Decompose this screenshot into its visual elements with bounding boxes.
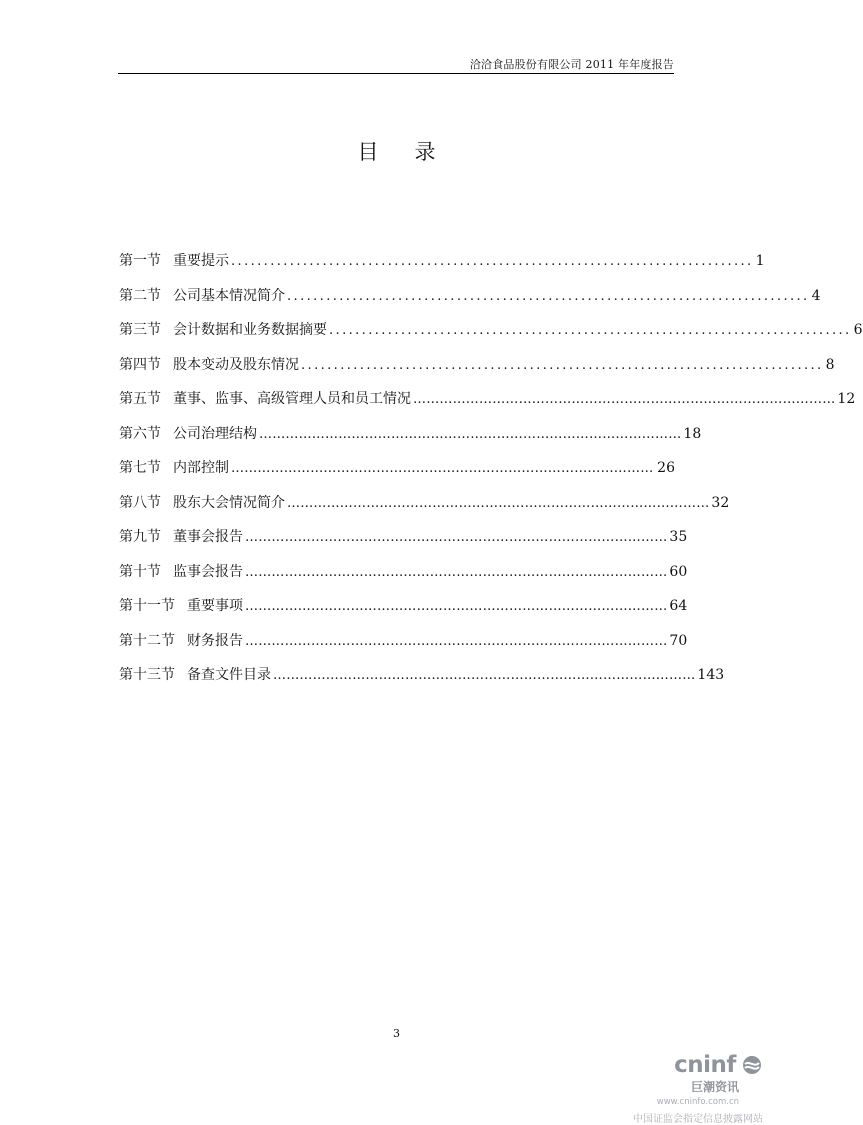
toc-dot-leader: ……………………………………………………………………………………	[259, 426, 682, 442]
toc-entry[interactable]	[119, 630, 688, 665]
table-of-contents	[119, 250, 863, 699]
toc-page-number: 60	[669, 563, 688, 580]
header-rule	[118, 73, 674, 74]
toc-section-number: 第八节	[119, 494, 161, 511]
toc-page-number: 32	[711, 494, 730, 511]
toc-page-number: 26	[657, 460, 675, 476]
toc-page-number: 12	[837, 391, 856, 407]
toc-section-number: 第二节	[119, 287, 161, 304]
cninfo-logo-icon	[741, 1055, 763, 1075]
toc-entry[interactable]	[119, 664, 725, 699]
toc-page-number: 143	[697, 667, 725, 683]
toc-dot-leader: ……………………………………………………………………………………	[245, 564, 668, 580]
toc-section-number: 第十三节	[119, 667, 175, 683]
toc-page-number: 70	[669, 632, 688, 649]
toc-page-number: 8	[825, 356, 835, 373]
toc-section-number: 第十二节	[119, 632, 175, 649]
toc-entry[interactable]	[119, 285, 821, 320]
toc-dot-leader: ................................................................................	[329, 323, 852, 338]
toc-section-name: 会计数据和业务数据摘要	[173, 322, 327, 338]
toc-entry[interactable]	[119, 595, 688, 630]
toc-section-name: 内部控制	[173, 460, 229, 476]
toc-section-name: 公司治理结构	[173, 425, 257, 442]
toc-dot-leader: ................................................................................	[301, 357, 824, 373]
toc-section-number: 第一节	[119, 253, 161, 269]
toc-section-number: 第十节	[119, 563, 161, 580]
toc-section-number: 第十一节	[119, 598, 175, 614]
watermark-brand-cn: 巨潮资讯	[690, 1080, 739, 1094]
toc-entry[interactable]	[119, 354, 835, 389]
toc-page-number: 64	[669, 598, 688, 614]
toc-section-name: 公司基本情况简介	[173, 287, 285, 304]
toc-entry[interactable]	[119, 250, 765, 285]
toc-section-number: 第四节	[119, 356, 161, 373]
toc-dot-leader: ................................................................................	[287, 288, 810, 304]
toc-section-name: 备查文件目录	[187, 667, 271, 683]
toc-page-number: 35	[669, 529, 688, 545]
toc-section-number: 第九节	[119, 529, 161, 545]
toc-section-number: 第七节	[119, 460, 161, 476]
toc-page-number: 6	[853, 322, 863, 338]
toc-section-name: 董事、监事、高级管理人员和员工情况	[173, 391, 411, 407]
toc-entry[interactable]	[119, 561, 688, 596]
toc-entry[interactable]	[119, 388, 856, 423]
toc-section-name: 财务报告	[187, 632, 243, 649]
toc-section-name: 股东大会情况简介	[173, 494, 285, 511]
toc-section-number: 第五节	[119, 391, 161, 407]
toc-entry[interactable]	[119, 492, 730, 527]
toc-dot-leader: ……………………………………………………………………………………	[273, 668, 696, 683]
toc-section-name: 重要事项	[187, 598, 243, 614]
toc-entry[interactable]	[119, 319, 863, 354]
toc-title: 目录	[357, 140, 472, 164]
toc-page-number: 1	[755, 253, 765, 269]
toc-page-number: 18	[683, 425, 702, 442]
watermark-url: www.cninfo.com.cn	[656, 1097, 739, 1107]
toc-section-name: 董事会报告	[173, 529, 243, 545]
toc-section-number: 第六节	[119, 425, 161, 442]
toc-dot-leader: ……………………………………………………………………………………	[245, 633, 668, 649]
cninfo-watermark	[593, 1052, 763, 1125]
watermark-brand: cninf	[674, 1052, 736, 1078]
toc-dot-leader: ……………………………………………………………………………………	[245, 599, 668, 614]
toc-page-number: 4	[811, 287, 821, 304]
toc-dot-leader: ……………………………………………………………………………………	[413, 392, 836, 407]
toc-section-number: 第三节	[119, 322, 161, 338]
toc-section-name: 重要提示	[173, 253, 229, 269]
toc-entry[interactable]	[119, 423, 702, 458]
page-number: 3	[393, 1027, 400, 1040]
toc-dot-leader: ……………………………………………………………………………………	[231, 461, 654, 476]
toc-section-name: 监事会报告	[173, 563, 243, 580]
toc-dot-leader: ……………………………………………………………………………………	[287, 495, 710, 511]
toc-entry[interactable]	[119, 526, 688, 561]
toc-section-name: 股本变动及股东情况	[173, 356, 299, 373]
toc-entry[interactable]	[119, 457, 675, 492]
toc-dot-leader: ……………………………………………………………………………………	[245, 530, 668, 545]
running-header: 洽洽食品股份有限公司 2011 年年度报告	[469, 58, 674, 71]
toc-dot-leader: ................................................................................	[231, 254, 754, 269]
watermark-description: 中国证监会指定信息披露网站	[633, 1114, 763, 1125]
